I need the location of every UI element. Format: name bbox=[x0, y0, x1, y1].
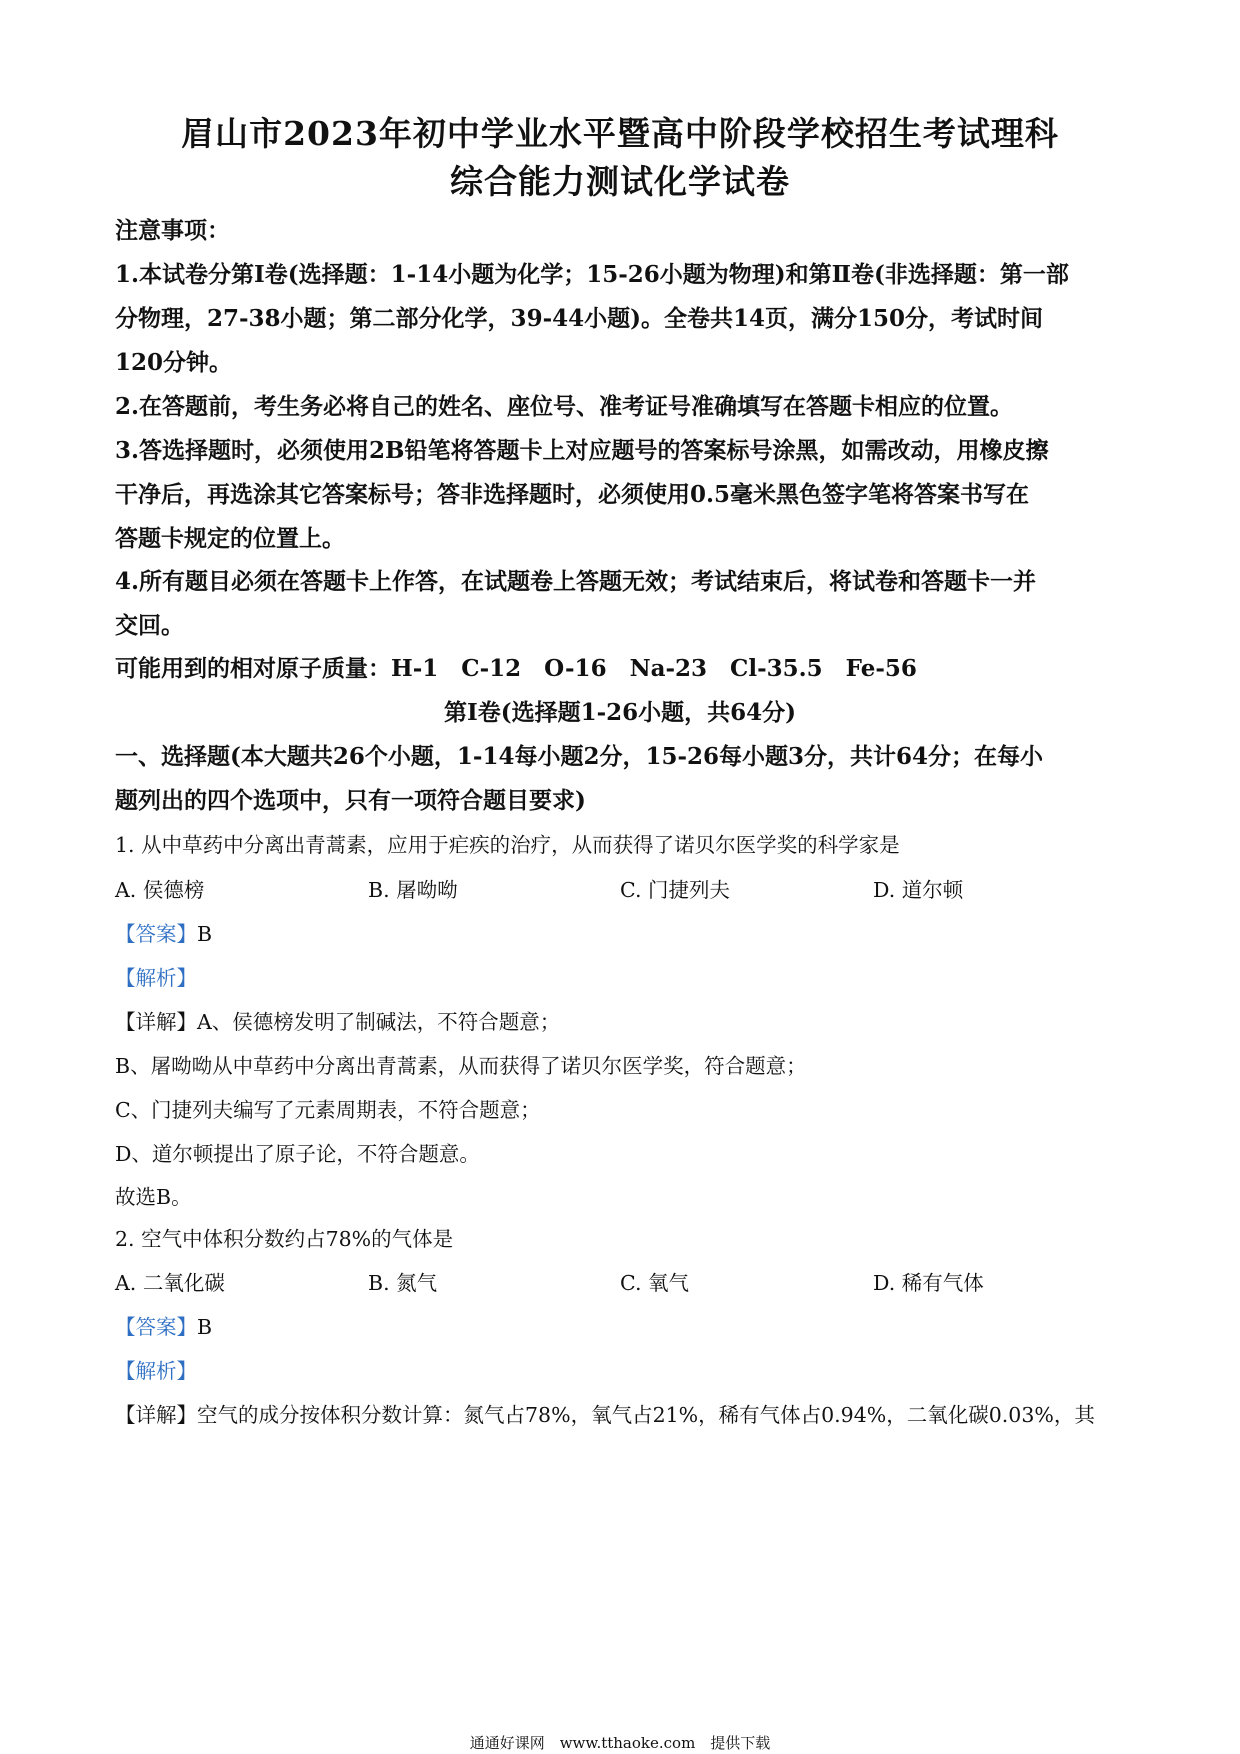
q1-option-d: D. 道尔顿 bbox=[873, 878, 964, 902]
question-1-stem: 1. 从中草药中分离出青蒿素，应用于疟疾的治疗，从而获得了诺贝尔医学奖的科学家是 bbox=[115, 833, 900, 857]
q1-detail-line: B、屠呦呦从中草药中分离出青蒿素，从而获得了诺贝尔医学奖，符合题意； bbox=[115, 1054, 807, 1078]
question-2-stem: 2. 空气中体积分数约占78%的气体是 bbox=[115, 1227, 454, 1251]
q1-option-b: B. 屠呦呦 bbox=[368, 878, 458, 902]
detail-text: 空气的成分按体积分数计算：氮气占78%，氧气占21%，稀有气体占0.94%，二氧化碳0.03%，其 bbox=[197, 1403, 1095, 1427]
detail-text: A、侯德榜发明了制碱法，不符合题意； bbox=[197, 1010, 561, 1034]
q2-option-a: A. 二氧化碳 bbox=[115, 1271, 225, 1295]
notice-line: 4.所有题目必须在答题卡上作答，在试题卷上答题无效；考试结束后，将试卷和答题卡一并 bbox=[115, 568, 1037, 595]
q1-option-a: A. 侯德榜 bbox=[115, 878, 205, 902]
notice-line: 干净后，再选涂其它答案标号；答非选择题时，必须使用0.5毫米黑色签字笔将答案书写在 bbox=[115, 481, 1030, 508]
detail-tag: 【详解】 bbox=[115, 1403, 197, 1427]
answer-tag: 【答案】 bbox=[115, 1315, 197, 1339]
q1-detail bbox=[115, 1005, 560, 1035]
notice-line: 120分钟。 bbox=[115, 349, 233, 376]
atomic-mass-line: 可能用到的相对原子质量：H-1 C-12 O-16 Na-23 Cl-35.5 Fe-56 bbox=[115, 655, 917, 682]
notice-line: 分物理，27-38小题；第二部分化学，39-44小题)。全卷共14页，满分150分，考试时间 bbox=[115, 305, 1044, 332]
detail-tag: 【详解】 bbox=[115, 1010, 197, 1034]
q2-option-b: B. 氮气 bbox=[368, 1271, 438, 1295]
part-one-intro: 一、选择题(本大题共26个小题，1-14每小题2分，15-26每小题3分，共计64分；在每小 bbox=[115, 743, 1044, 770]
footer-source: 通通好课网 www.tthaoke.com 提供下载 bbox=[469, 1734, 771, 1752]
q1-conclusion: 故选B。 bbox=[115, 1185, 192, 1209]
title-line-2: 综合能力测试化学试卷 bbox=[450, 162, 790, 201]
notice-line: 交回。 bbox=[115, 612, 184, 639]
q1-option-c: C. 门捷列夫 bbox=[620, 878, 730, 902]
part-one-intro: 题列出的四个选项中，只有一项符合题目要求) bbox=[115, 787, 586, 814]
notice-line: 答题卡规定的位置上。 bbox=[115, 525, 345, 552]
q2-option-c: C. 氧气 bbox=[620, 1271, 689, 1295]
title-line-1: 眉山市2023年初中学业水平暨高中阶段学校招生考试理科 bbox=[181, 114, 1059, 153]
q2-answer bbox=[115, 1310, 212, 1340]
q1-detail-line: C、门捷列夫编写了元素周期表，不符合题意； bbox=[115, 1098, 541, 1122]
q2-analysis-tag: 【解析】 bbox=[115, 1359, 197, 1383]
answer-value: B bbox=[197, 1315, 213, 1339]
answer-value: B bbox=[197, 922, 213, 946]
notice-line: 3.答选择题时，必须使用2B铅笔将答题卡上对应题号的答案标号涂黑，如需改动，用橡皮擦 bbox=[115, 437, 1049, 464]
notice-line: 2.在答题前，考生务必将自己的姓名、座位号、准考证号准确填写在答题卡相应的位置。 bbox=[115, 393, 1014, 420]
q1-detail-line: D、道尔顿提出了原子论，不符合题意。 bbox=[115, 1142, 480, 1166]
notice-line: 1.本试卷分第Ⅰ卷(选择题：1-14小题为化学；15-26小题为物理)和第Ⅱ卷(非选择题：第一部 bbox=[115, 261, 1069, 288]
q2-detail bbox=[115, 1398, 1095, 1428]
q2-option-d: D. 稀有气体 bbox=[873, 1271, 984, 1295]
answer-tag: 【答案】 bbox=[115, 922, 197, 946]
notice-heading: 注意事项： bbox=[115, 217, 230, 244]
q1-analysis-tag: 【解析】 bbox=[115, 966, 197, 990]
q1-answer bbox=[115, 917, 212, 947]
section-title: 第Ⅰ卷(选择题1-26小题，共64分) bbox=[443, 699, 797, 726]
